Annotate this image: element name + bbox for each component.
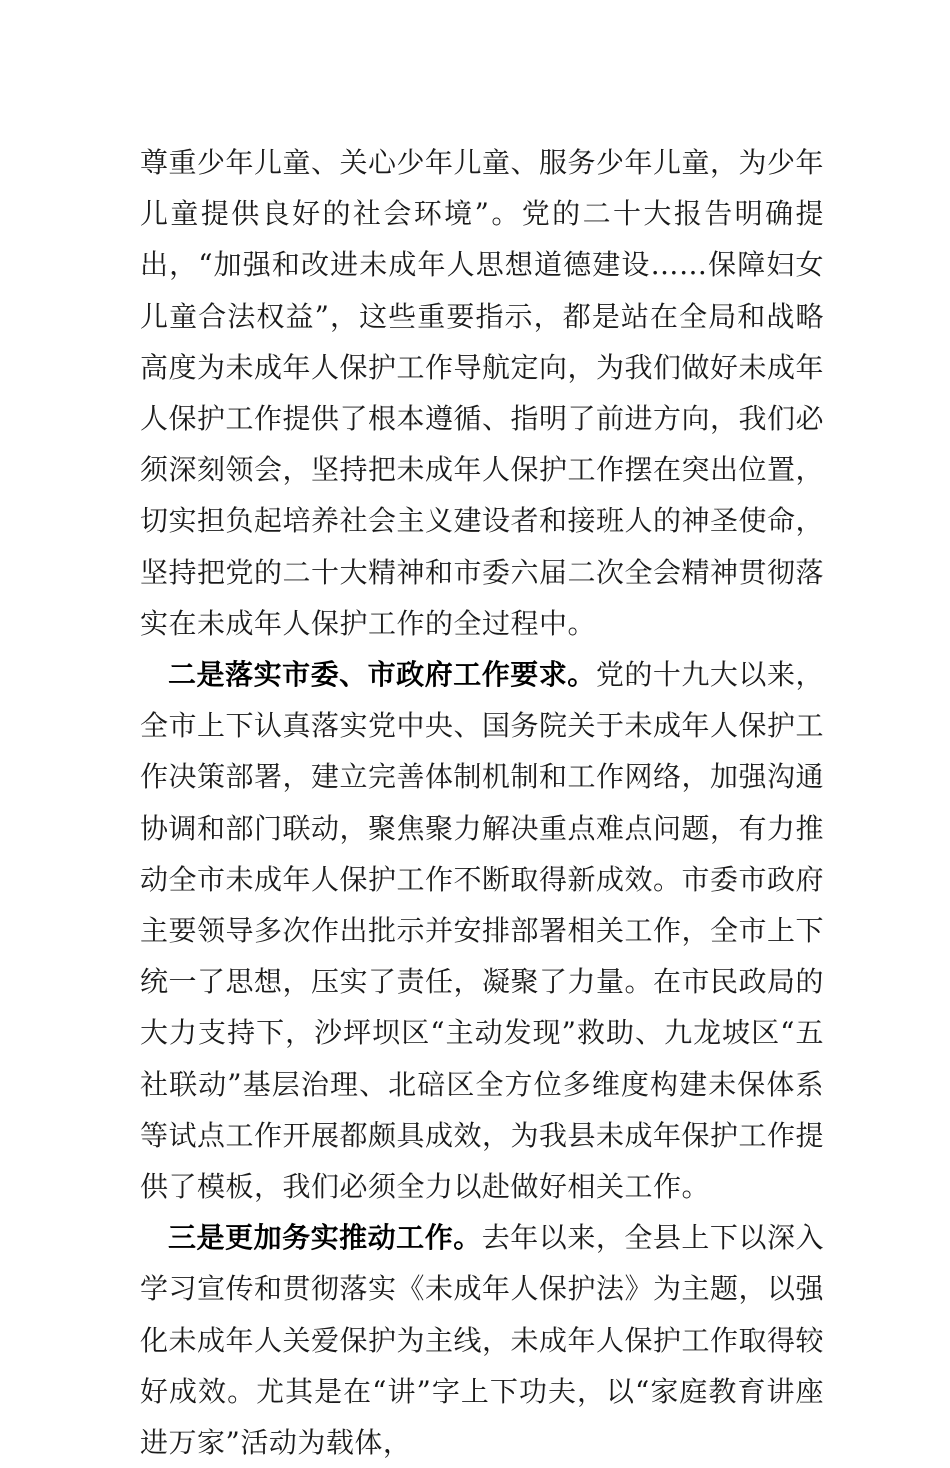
paragraph-text: 党的十九大以来，全市上下认真落实党中央、国务院关于未成年人保护工作决策部署，建立完善体制机制和工作网络，加强沟通协调和部门联动，聚焦聚力解决重点难点问题，有力推动全市未成年人保护工作不断取得新成效。市委市政府主要领导多次作出批示并安排部署相关工作，全市上下统一了思想，压实了责任，凝聚了力量。在市民政局的大力支持下，沙坪坝区“主动发现”救助、九龙坡区“五社联动”基层治理、北碚区全方位多维度构建未保体系等试点工作开展都颇具成效，为我县未成年保护工作提供了模板，我们必须全力以赴做好相关工作。 [140,658,825,1204]
document-body [140,137,824,1468]
paragraph-point-two [140,649,824,1212]
paragraph-lead-heading: 三是更加务实推动工作。 [168,1221,482,1255]
paragraph-lead-heading: 二是落实市委、市政府工作要求。 [168,658,596,692]
paragraph-point-three [140,1212,824,1468]
paragraph-continuation [140,137,824,649]
paragraph-text: 去年以来，全县上下以深入学习宣传和贯彻落实《未成年人保护法》为主题，以强化未成年人关爱保护为主线，未成年人保护工作取得较好成效。尤其是在“讲”字上下功夫，以“家庭教育讲座进万家”活动为载体， [140,1221,825,1460]
paragraph-text: 尊重少年儿童、关心少年儿童、服务少年儿童，为少年儿童提供良好的社会环境”。党的二十大报告明确提出，“加强和改进未成年人思想道德建设……保障妇女儿童合法权益”，这些重要指示，都是站在全局和战略高度为未成年人保护工作导航定向，为我们做好未成年人保护工作提供了根本遵循、指明了前进方向，我们必须深刻领会，坚持把未成年人保护工作摆在突出位置，切实担负起培养社会主义建设者和接班人的神圣使命，坚持把党的二十大精神和市委六届二次全会精神贯彻落实在未成年人保护工作的全过程中。 [140,146,825,640]
